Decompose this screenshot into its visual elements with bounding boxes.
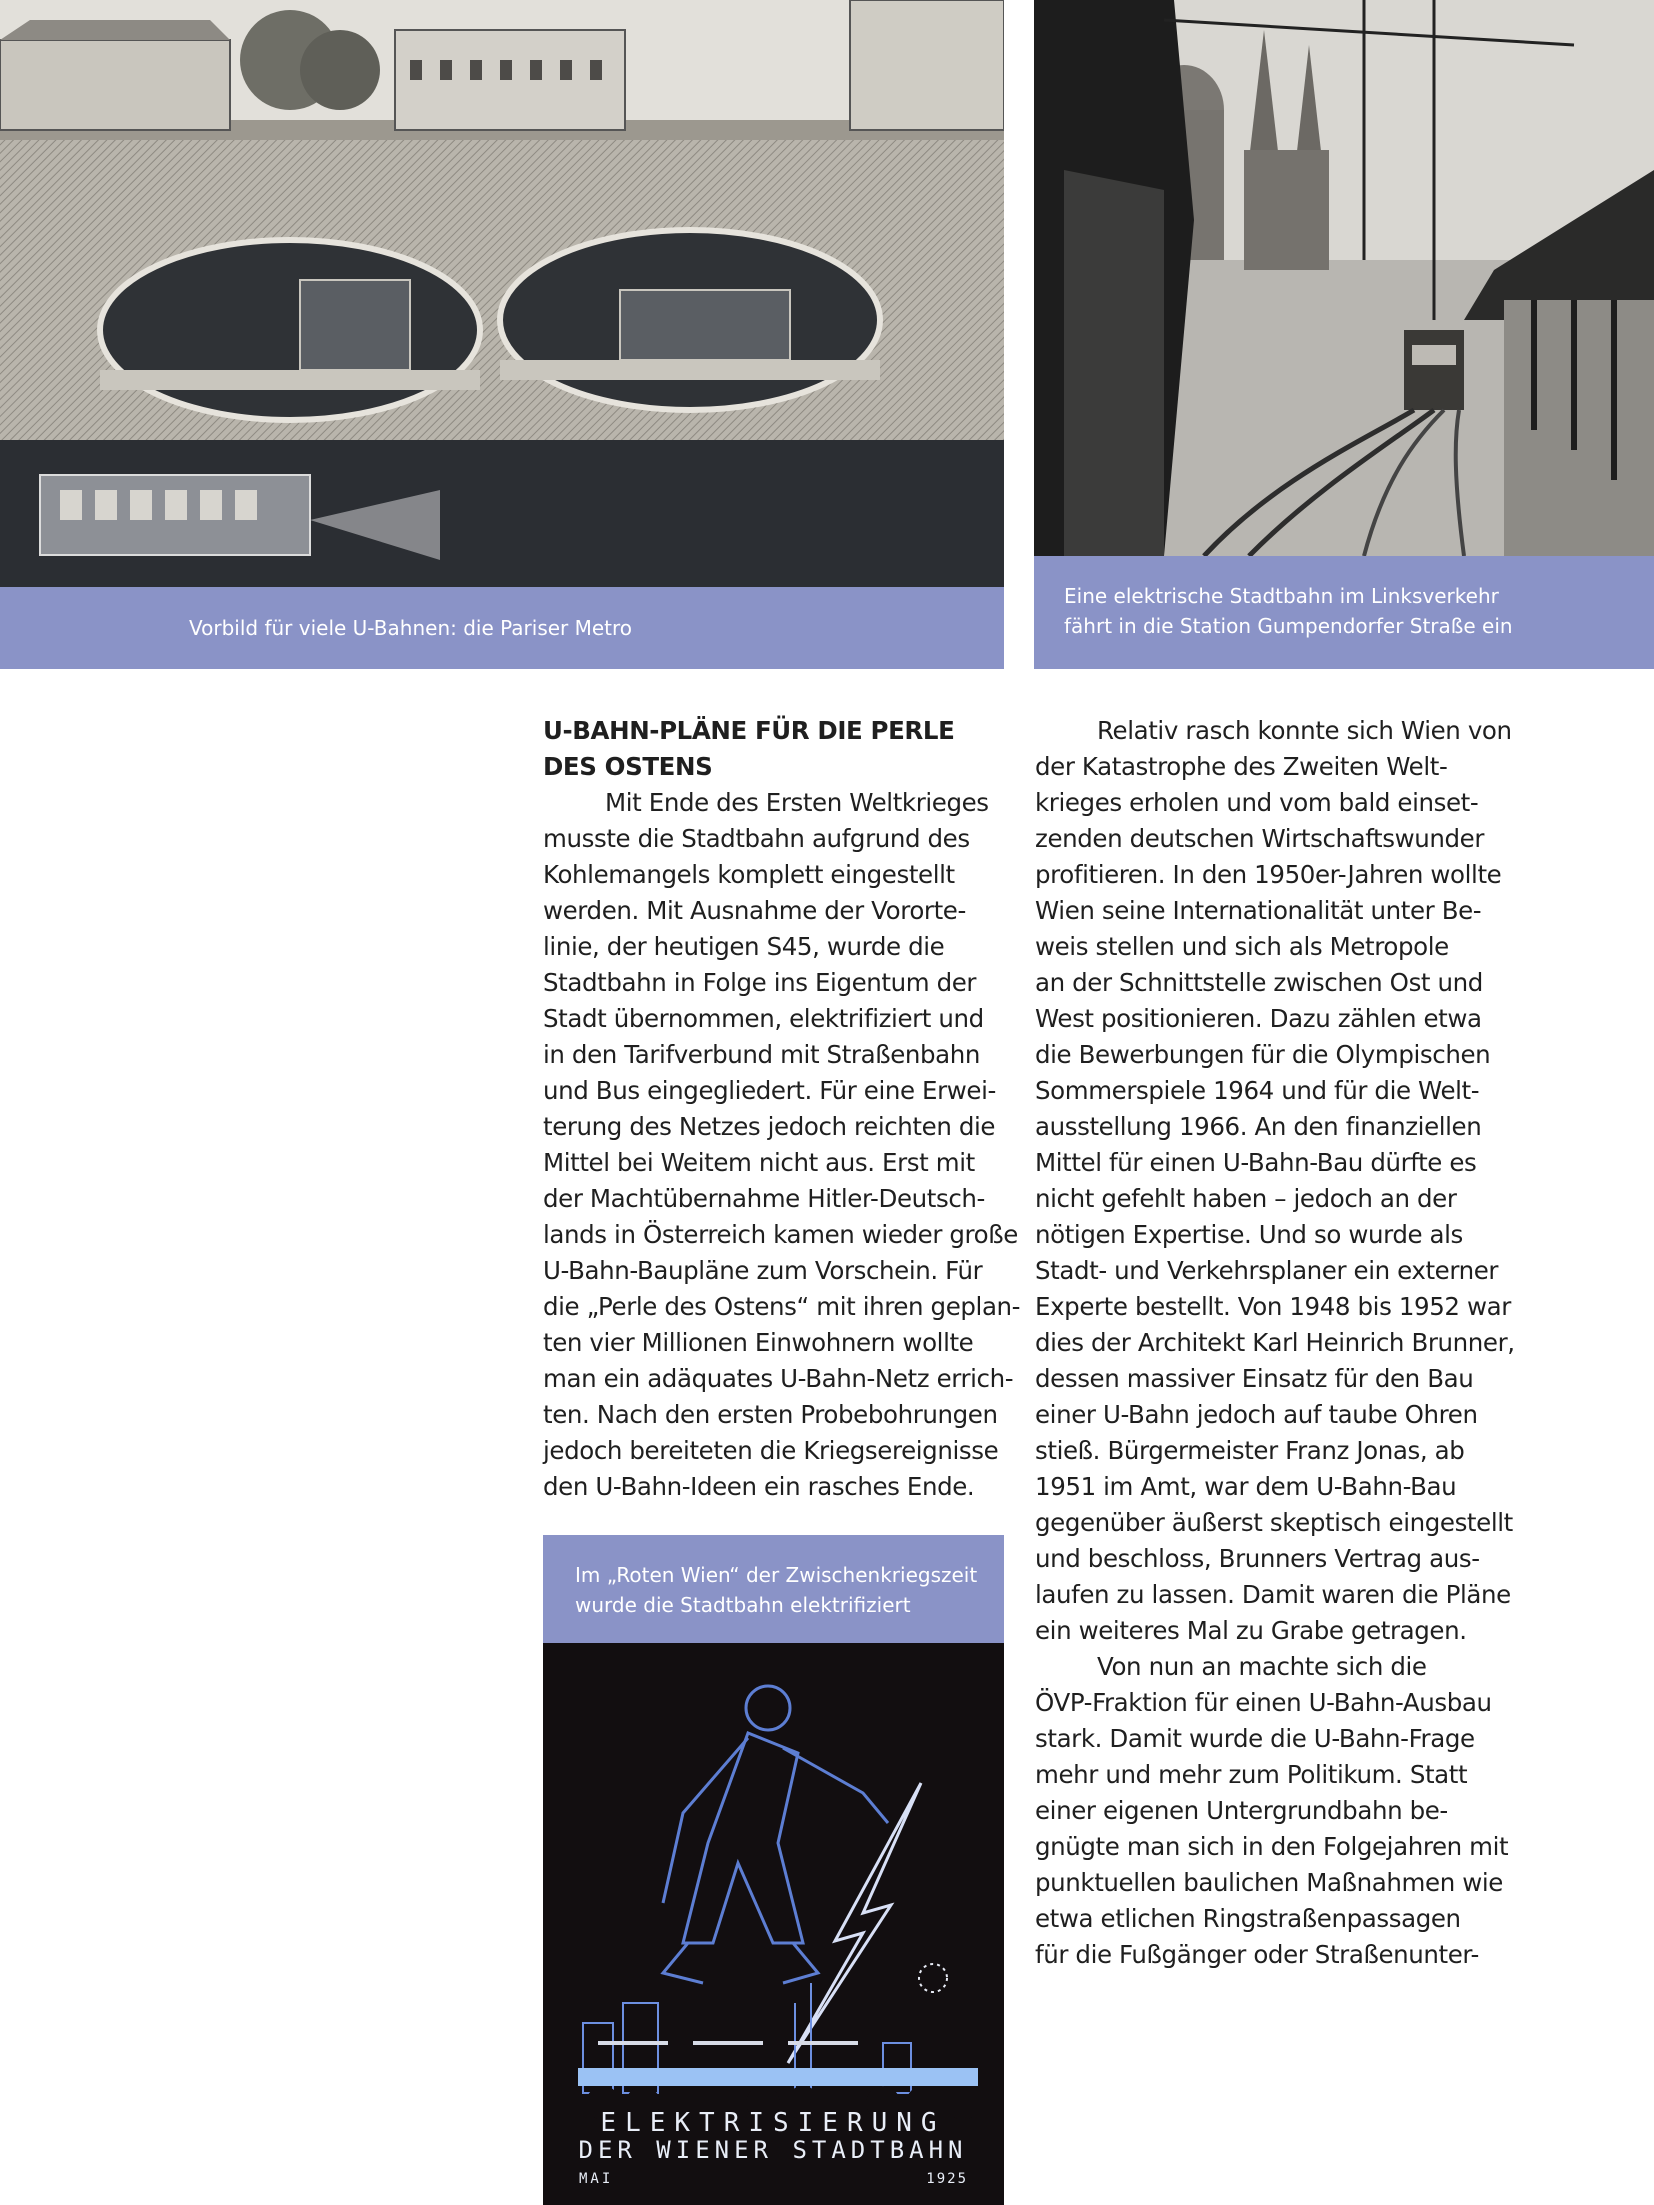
body-line: der Machtübernahme Hitler-Deutsch- [543, 1184, 985, 1213]
body-line: für die Fußgänger oder Straßenunter- [1035, 1940, 1479, 1969]
body-line: Wien seine Internationalität unter Be- [1035, 896, 1482, 925]
body-line: und Bus eingegliedert. Für eine Erwei- [543, 1076, 996, 1105]
body-line: weis stellen und sich als Metropole [1035, 932, 1449, 961]
body-line: einer U-Bahn jedoch auf taube Ohren [1035, 1400, 1478, 1429]
body-line: Von nun an machte sich die [1097, 1652, 1427, 1681]
body-line: gnügte man sich in den Folgejahren mit [1035, 1832, 1509, 1861]
body-line: Stadtbahn in Folge ins Eigentum der [543, 968, 977, 997]
body-line: Experte bestellt. Von 1948 bis 1952 war [1035, 1292, 1511, 1321]
body-line: Relativ rasch konnte sich Wien von [1097, 716, 1512, 745]
body-line: West positionieren. Dazu zählen etwa [1035, 1004, 1482, 1033]
body-line: terung des Netzes jedoch reichten die [543, 1112, 996, 1141]
body-line: ÖVP-Fraktion für einen U-Bahn-Ausbau [1035, 1688, 1492, 1717]
article-heading: U-BAHN-PLÄNE FÜR DIE PERLE [543, 716, 955, 745]
body-line: musste die Stadtbahn aufgrund des [543, 824, 970, 853]
metro-caption: Vorbild für viele U-Bahnen: die Pariser Metro [0, 587, 1004, 669]
elektrisierung-poster-figure [543, 1643, 1004, 2205]
body-line: linie, der heutigen S45, wurde die [543, 932, 945, 961]
stadtbahn-photo [1034, 0, 1654, 556]
poster-caption-line: Im „Roten Wien“ der Zwischenkriegszeit [575, 1563, 978, 1587]
poster-title-line: DER WIENER STADTBAHN [578, 2136, 968, 2164]
poster-year: 1925 [926, 2171, 968, 2187]
body-line: stark. Damit wurde die U-Bahn-Frage [1035, 1724, 1475, 1753]
poster-caption-line: wurde die Stadtbahn elektrifiziert [575, 1593, 911, 1617]
article-left-column [543, 713, 1021, 1505]
body-line: ein weiteres Mal zu Grabe getragen. [1035, 1616, 1467, 1645]
body-line: stieß. Bürgermeister Franz Jonas, ab [1035, 1436, 1465, 1465]
body-line: ten. Nach den ersten Probebohrungen [543, 1400, 998, 1429]
body-line: U-Bahn-Baupläne zum Vorschein. Für [543, 1256, 983, 1285]
body-line: an der Schnittstelle zwischen Ost und [1035, 968, 1483, 997]
body-line: mehr und mehr zum Politikum. Statt [1035, 1760, 1468, 1789]
body-line: werden. Mit Ausnahme der Vororte- [543, 896, 966, 925]
metro-engraving-illustration [0, 0, 1004, 587]
body-line: Mittel bei Weitem nicht aus. Erst mit [543, 1148, 975, 1177]
body-line: den U-Bahn-Ideen ein rasches Ende. [543, 1472, 975, 1501]
stadtbahn-caption [1034, 556, 1654, 669]
body-line: Mit Ende des Ersten Weltkrieges [605, 788, 989, 817]
body-line: Mittel für einen U-Bahn-Bau dürfte es [1035, 1148, 1477, 1177]
body-line: einer eigenen Untergrundbahn be- [1035, 1796, 1448, 1825]
body-line: Kohlemangels komplett eingestellt [543, 860, 955, 889]
body-line: laufen zu lassen. Damit waren die Pläne [1035, 1580, 1511, 1609]
stadtbahn-photo-figure [1034, 0, 1654, 556]
stadtbahn-caption-line: fährt in die Station Gumpendorfer Straße ein [1064, 614, 1513, 638]
body-line: nötigen Expertise. Und so wurde als [1035, 1220, 1463, 1249]
body-line: Stadt- und Verkehrsplaner ein externer [1035, 1256, 1499, 1285]
body-line: der Katastrophe des Zweiten Welt- [1035, 752, 1448, 781]
body-line: Stadt übernommen, elektrifiziert und [543, 1004, 984, 1033]
poster-caption [543, 1535, 1004, 1643]
metro-illustration [0, 0, 1004, 587]
body-line: etwa etlichen Ringstraßenpassagen [1035, 1904, 1461, 1933]
article-heading: DES OSTENS [543, 752, 713, 781]
body-line: 1951 im Amt, war dem U-Bahn-Bau [1035, 1472, 1457, 1501]
body-line: lands in Österreich kamen wieder große [543, 1220, 1018, 1249]
body-line: in den Tarifverbund mit Straßenbahn [543, 1040, 981, 1069]
body-line: zenden deutschen Wirtschaftswunder [1035, 824, 1485, 853]
body-line: dies der Architekt Karl Heinrich Brunner, [1035, 1328, 1515, 1357]
stadtbahn-caption-line: Eine elektrische Stadtbahn im Linksverkehr [1064, 584, 1499, 608]
poster-title-line: ELEKTRISIERUNG [600, 2108, 946, 2138]
body-line: die Bewerbungen für die Olympischen [1035, 1040, 1491, 1069]
elektrisierung-poster [543, 1643, 1004, 2205]
body-line: ten vier Millionen Einwohnern wollte [543, 1328, 974, 1357]
body-line: dessen massiver Einsatz für den Bau [1035, 1364, 1474, 1393]
body-line: und beschloss, Brunners Vertrag aus- [1035, 1544, 1480, 1573]
body-line: jedoch bereiteten die Kriegsereignisse [543, 1436, 999, 1465]
body-line: Sommerspiele 1964 und für die Welt- [1035, 1076, 1480, 1105]
article-right-column [1035, 713, 1515, 1973]
body-line: ausstellung 1966. An den finanziellen [1035, 1112, 1482, 1141]
body-line: man ein adäquates U-Bahn-Netz errich- [543, 1364, 1014, 1393]
body-line: gegenüber äußerst skeptisch eingestellt [1035, 1508, 1513, 1537]
body-line: die „Perle des Ostens“ mit ihren geplan- [543, 1292, 1021, 1321]
body-line: nicht gefehlt haben – jedoch an der [1035, 1184, 1457, 1213]
body-line: punktuellen baulichen Maßnahmen wie [1035, 1868, 1503, 1897]
body-line: krieges erholen und vom bald einset- [1035, 788, 1479, 817]
poster-month: MAI [579, 2171, 614, 2187]
body-line: profitieren. In den 1950er-Jahren wollte [1035, 860, 1502, 889]
